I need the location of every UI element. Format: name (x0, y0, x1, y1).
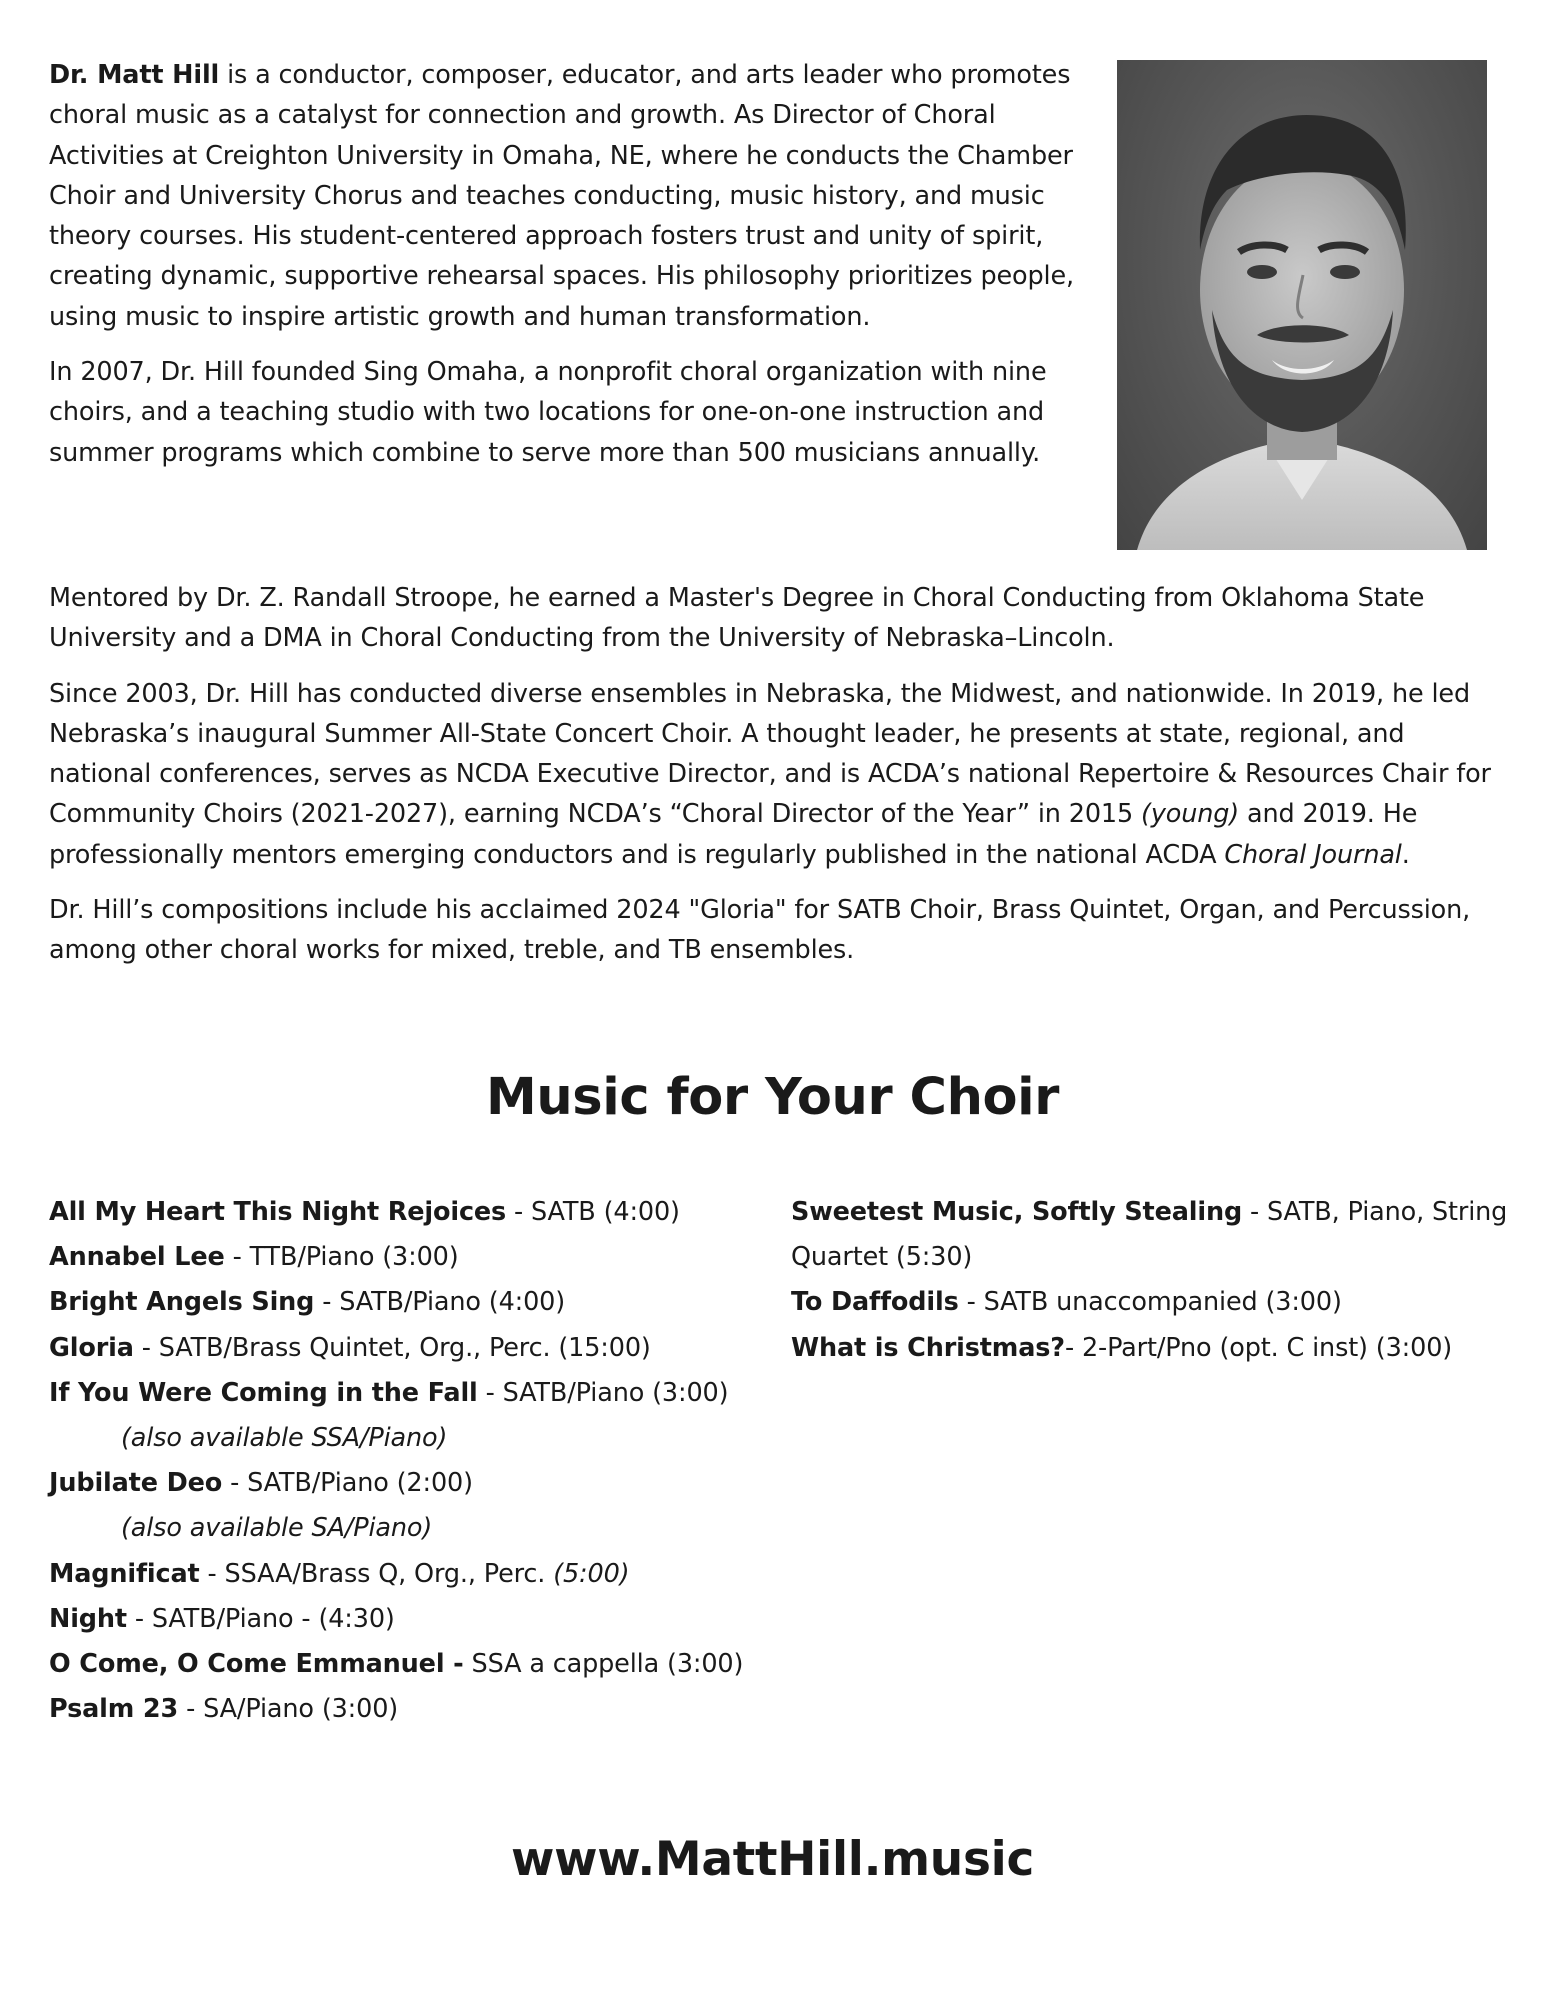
work-details: - TTB/Piano (3:00) (224, 1242, 459, 1273)
work-item (49, 1642, 789, 1687)
work-details: - SATB, Piano, String Quartet (5:30) (791, 1197, 1508, 1273)
work-item (49, 1461, 789, 1551)
work-details: - SATB/Piano (3:00) (477, 1377, 729, 1408)
bio-continued (49, 578, 1494, 986)
works-list-left (49, 1190, 789, 1732)
work-title: Magnificat (49, 1558, 200, 1589)
work-item (49, 1597, 789, 1642)
bio-paragraph-4-c: and 2019. He professionally mentors emerging conductors and is regularly published in the national ACDA (49, 799, 1418, 870)
work-item (49, 1687, 789, 1732)
work-item (49, 1552, 789, 1597)
bio-paragraph-4-e: . (1401, 839, 1410, 870)
work-details: - SATB/Piano (2:00) (222, 1468, 473, 1499)
work-item (49, 1326, 789, 1371)
work-item (49, 1235, 789, 1280)
work-details: - SSAA/Brass Q, Org., Perc. (199, 1558, 554, 1589)
work-details: - SATB/Brass Quintet, Org., Perc. (15:00) (133, 1332, 651, 1363)
bio-paragraph-2: In 2007, Dr. Hill founded Sing Omaha, a nonprofit choral organization with nine choirs, and a teaching studio with two locations for one-on-one instruction and summer programs which combine to serve more than 500 musicians annually. (49, 357, 1047, 468)
work-title: Night (49, 1603, 127, 1634)
work-details: - SATB unaccompanied (3:00) (958, 1287, 1342, 1318)
section-title: Music for Your Choir (486, 1068, 1059, 1127)
work-details: - 2-Part/Pno (opt. C inst) (3:00) (1064, 1332, 1453, 1363)
bio-paragraph-5: Dr. Hill’s compositions include his acclaimed 2024 "Gloria" for SATB Choir, Brass Quintet, Organ, and Percussion, among other choral works for mixed, treble, and TB ensembles. (49, 895, 1471, 966)
work-title: Bright Angels Sing (49, 1287, 315, 1318)
bio-paragraph-3: Mentored by Dr. Z. Randall Stroope, he earned a Master's Degree in Choral Conducting from Oklahoma State University and a DMA in Choral Conducting from the University of Nebraska–Lincoln. (49, 583, 1425, 654)
bio-paragraph-1-text: is a conductor, composer, educator, and arts leader who promotes choral music as a catalyst for connection and growth. As Director of Choral Activities at Creighton University in Omaha, NE, where he conducts the Chamber Choir and University Chorus and teaches conducting, music history, and music theory courses. His student-centered approach fosters trust and unity of spirit, creating dynamic, supportive rehearsal spaces. His philosophy prioritizes people, using music to inspire artistic growth and human transformation. (49, 60, 1074, 332)
work-title: O Come, O Come Emmanuel - (49, 1649, 464, 1680)
work-title: Psalm 23 (49, 1694, 179, 1725)
bio-intro (49, 55, 1089, 488)
portrait-illustration (1117, 60, 1487, 550)
bio-paragraph-4-a: Since 2003, Dr. Hill has conducted diverse ensembles in Nebraska, the Midwest, and nationwide. In 2019, he led Nebraska’s inaugural Summer All-State Concert Choir. A thought leader, he presents at state, regional, and national conferences, serves as NCDA Executive Director, and is ACDA’s national Repertoire & Resources Chair for Community Choirs (2021-2027), earning NCDA’s “Choral Director of the Year” in 2015 (49, 678, 1491, 830)
work-title: To Daffodils (791, 1287, 959, 1318)
website-link[interactable]: www.MattHill.music (510, 1832, 1035, 1887)
work-details: - SATB/Piano (4:00) (314, 1287, 566, 1318)
work-details: - SATB (4:00) (506, 1197, 680, 1227)
bio-paragraph-4-journal: Choral Journal (1224, 839, 1402, 870)
work-duration: (5:00) (553, 1558, 630, 1589)
work-note: (also available SA/Piano) (121, 1513, 433, 1544)
work-title: Gloria (49, 1332, 134, 1363)
work-item (791, 1190, 1511, 1280)
bio-paragraph-4 (49, 674, 1494, 875)
works-list-right (791, 1190, 1511, 1371)
work-title: What is Christmas? (791, 1332, 1065, 1363)
work-item (49, 1371, 789, 1461)
work-title: All My Heart This Night Rejoices (49, 1197, 507, 1227)
work-title: Annabel Lee (49, 1242, 225, 1273)
work-details: - SA/Piano (3:00) (178, 1694, 399, 1725)
bio-paragraph-1 (49, 55, 1089, 337)
work-note: (also available SSA/Piano) (121, 1423, 448, 1454)
work-details: SSA a cappella (3:00) (463, 1649, 744, 1680)
portrait-photo (1117, 60, 1487, 550)
work-item (49, 1190, 789, 1235)
bio-paragraph-4-young: (young) (1141, 799, 1240, 830)
work-details: - SATB/Piano - (4:30) (126, 1603, 395, 1634)
work-title: If You Were Coming in the Fall (49, 1377, 478, 1408)
work-item (791, 1326, 1511, 1371)
work-title: Sweetest Music, Softly Stealing (791, 1197, 1243, 1227)
work-title: Jubilate Deo (49, 1468, 223, 1499)
bio-name: Dr. Matt Hill (49, 60, 220, 90)
work-item (49, 1280, 789, 1325)
work-item (791, 1280, 1511, 1325)
